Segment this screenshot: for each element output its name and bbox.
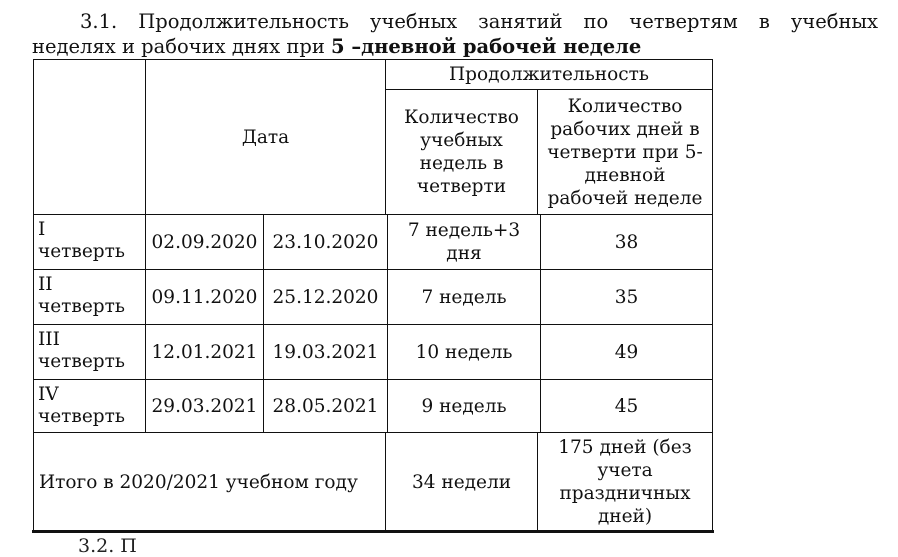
- heading-line-2: [32, 34, 878, 59]
- header-weeks-count: Количество учебных недель в четверти: [385, 89, 538, 215]
- row-start-date: 02.09.2020: [145, 214, 264, 270]
- row-start-date: 12.01.2021: [145, 324, 264, 380]
- row-days: 45: [540, 379, 713, 433]
- section-heading: [32, 9, 878, 59]
- header-days-count: Количество рабочих дней в четверти при 5-дневной рабочей неделе: [537, 89, 713, 215]
- header-duration: Продолжительность: [385, 59, 713, 90]
- row-quarter-label: II четверть: [33, 269, 146, 325]
- row-end-date: 19.03.2021: [263, 324, 388, 380]
- row-start-date: 29.03.2021: [145, 379, 264, 433]
- header-quarter-blank: [33, 59, 146, 215]
- next-paragraph-fragment: 3.2. П: [78, 535, 137, 557]
- row-quarter-label: IV четверть: [33, 379, 146, 433]
- row-weeks: 9 недель: [387, 379, 541, 433]
- row-end-date: 25.12.2020: [263, 269, 388, 325]
- total-days: 175 дней (без учета праздничных дней): [537, 432, 713, 532]
- row-quarter-label: I четверть: [33, 214, 146, 270]
- heading-line-2-bold: 5 –дневной рабочей неделе: [331, 35, 642, 58]
- row-weeks: 7 недель+3 дня: [387, 214, 541, 270]
- total-weeks: 34 недели: [385, 432, 538, 532]
- row-end-date: 23.10.2020: [263, 214, 388, 270]
- row-weeks: 10 недель: [387, 324, 541, 380]
- row-days: 49: [540, 324, 713, 380]
- row-end-date: 28.05.2021: [263, 379, 388, 433]
- heading-line-2-plain: неделях и рабочих днях при: [32, 35, 332, 58]
- row-start-date: 09.11.2020: [145, 269, 264, 325]
- row-weeks: 7 недель: [387, 269, 541, 325]
- row-days: 38: [540, 214, 713, 270]
- total-label: Итого в 2020/2021 учебном году: [33, 432, 386, 532]
- heading-line-1: 3.1. Продолжительность учебных занятий по четвертям в учебных: [80, 10, 878, 33]
- table-bottom-border: [32, 530, 714, 533]
- row-quarter-label: III четверть: [33, 324, 146, 380]
- header-date: Дата: [145, 59, 386, 215]
- row-days: 35: [540, 269, 713, 325]
